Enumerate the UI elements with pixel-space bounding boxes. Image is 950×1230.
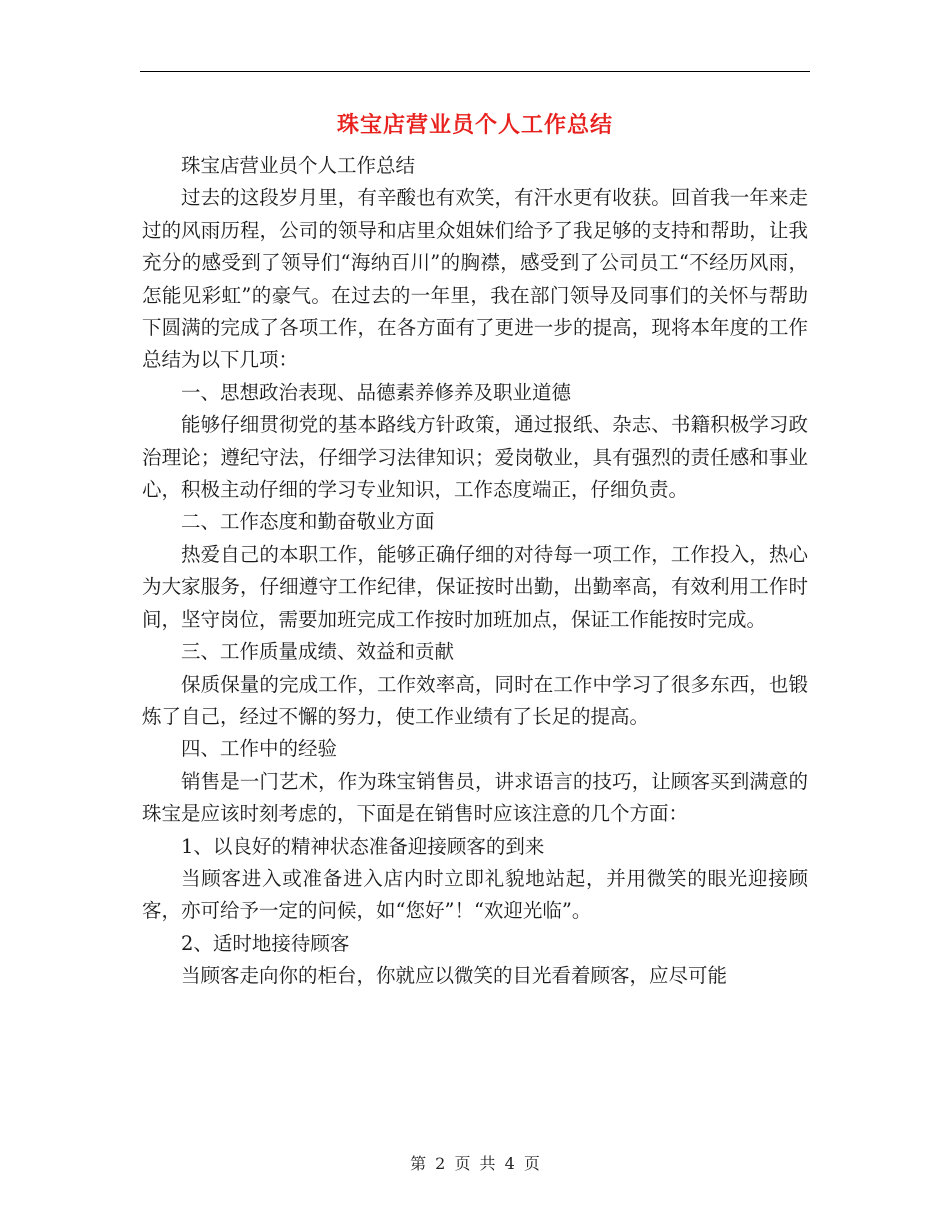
section-heading-3: 三、工作质量成绩、效益和贡献 (181, 640, 455, 664)
paragraph-subsection-1: 当顾客进入或准备进入店内时立即礼貌地站起，并用微笑的眼光迎接顾客，亦可给予一定的问候，如“您好”！“欢迎光临”。 (142, 866, 808, 923)
section-heading-1: 一、思想政治表现、品德素养修养及职业道德 (181, 380, 572, 404)
section-heading-2: 二、工作态度和勤奋敬业方面 (181, 510, 435, 534)
header-rule (140, 71, 810, 72)
subsection-heading-2: 2、适时地接待顾客 (181, 931, 350, 955)
paragraph-intro: 过去的这段岁月里，有辛酸也有欢笑，有汗水更有收获。回首我一年来走过的风雨历程，公司的领导和店里众姐妹们给予了我足够的支持和帮助，让我充分的感受到了领导们“海纳百川”的胸襟，感受到了公司员工“不经历风雨，怎能见彩虹”的豪气。在过去的一年里，我在部门领导及同事们的关怀与帮助下圆满的完成了各项工作，在各方面有了更进一步的提高，现将本年度的工作总结为以下几项： (142, 186, 808, 372)
paragraph-section-1: 能够仔细贯彻党的基本路线方针政策，通过报纸、杂志、书籍积极学习政治理论；遵纪守法，仔细学习法律知识；爱岗敬业，具有强烈的责任感和事业心，积极主动仔细的学习专业知识，工作态度端正，仔细负责。 (142, 413, 808, 502)
document-body (142, 150, 808, 993)
paragraph-subsection-2: 当顾客走向你的柜台，你就应以微笑的目光看着顾客，应尽可能 (181, 964, 728, 988)
subsection-heading-1: 1、以良好的精神状态准备迎接顾客的到来 (181, 834, 545, 858)
document-title: 珠宝店营业员个人工作总结 (336, 112, 613, 138)
paragraph-section-4: 销售是一门艺术，作为珠宝销售员，讲求语言的技巧，让顾客买到满意的珠宝是应该时刻考虑的，下面是在销售时应该注意的几个方面： (142, 769, 808, 826)
paragraph-section-2: 热爱自己的本职工作，能够正确仔细的对待每一项工作，工作投入，热心为大家服务，仔细遵守工作纪律，保证按时出勤，出勤率高，有效利用工作时间，坚守岗位，需要加班完成工作按时加班加点，保证工作能按时完成。 (142, 542, 808, 631)
section-heading-4: 四、工作中的经验 (181, 737, 338, 761)
page-number: 第 2 页 共 4 页 (410, 1154, 540, 1173)
paragraph-subtitle: 珠宝店营业员个人工作总结 (181, 154, 416, 177)
paragraph-section-3: 保质保量的完成工作，工作效率高，同时在工作中学习了很多东西，也锻炼了自己，经过不懈的努力，使工作业绩有了长足的提高。 (142, 672, 808, 728)
